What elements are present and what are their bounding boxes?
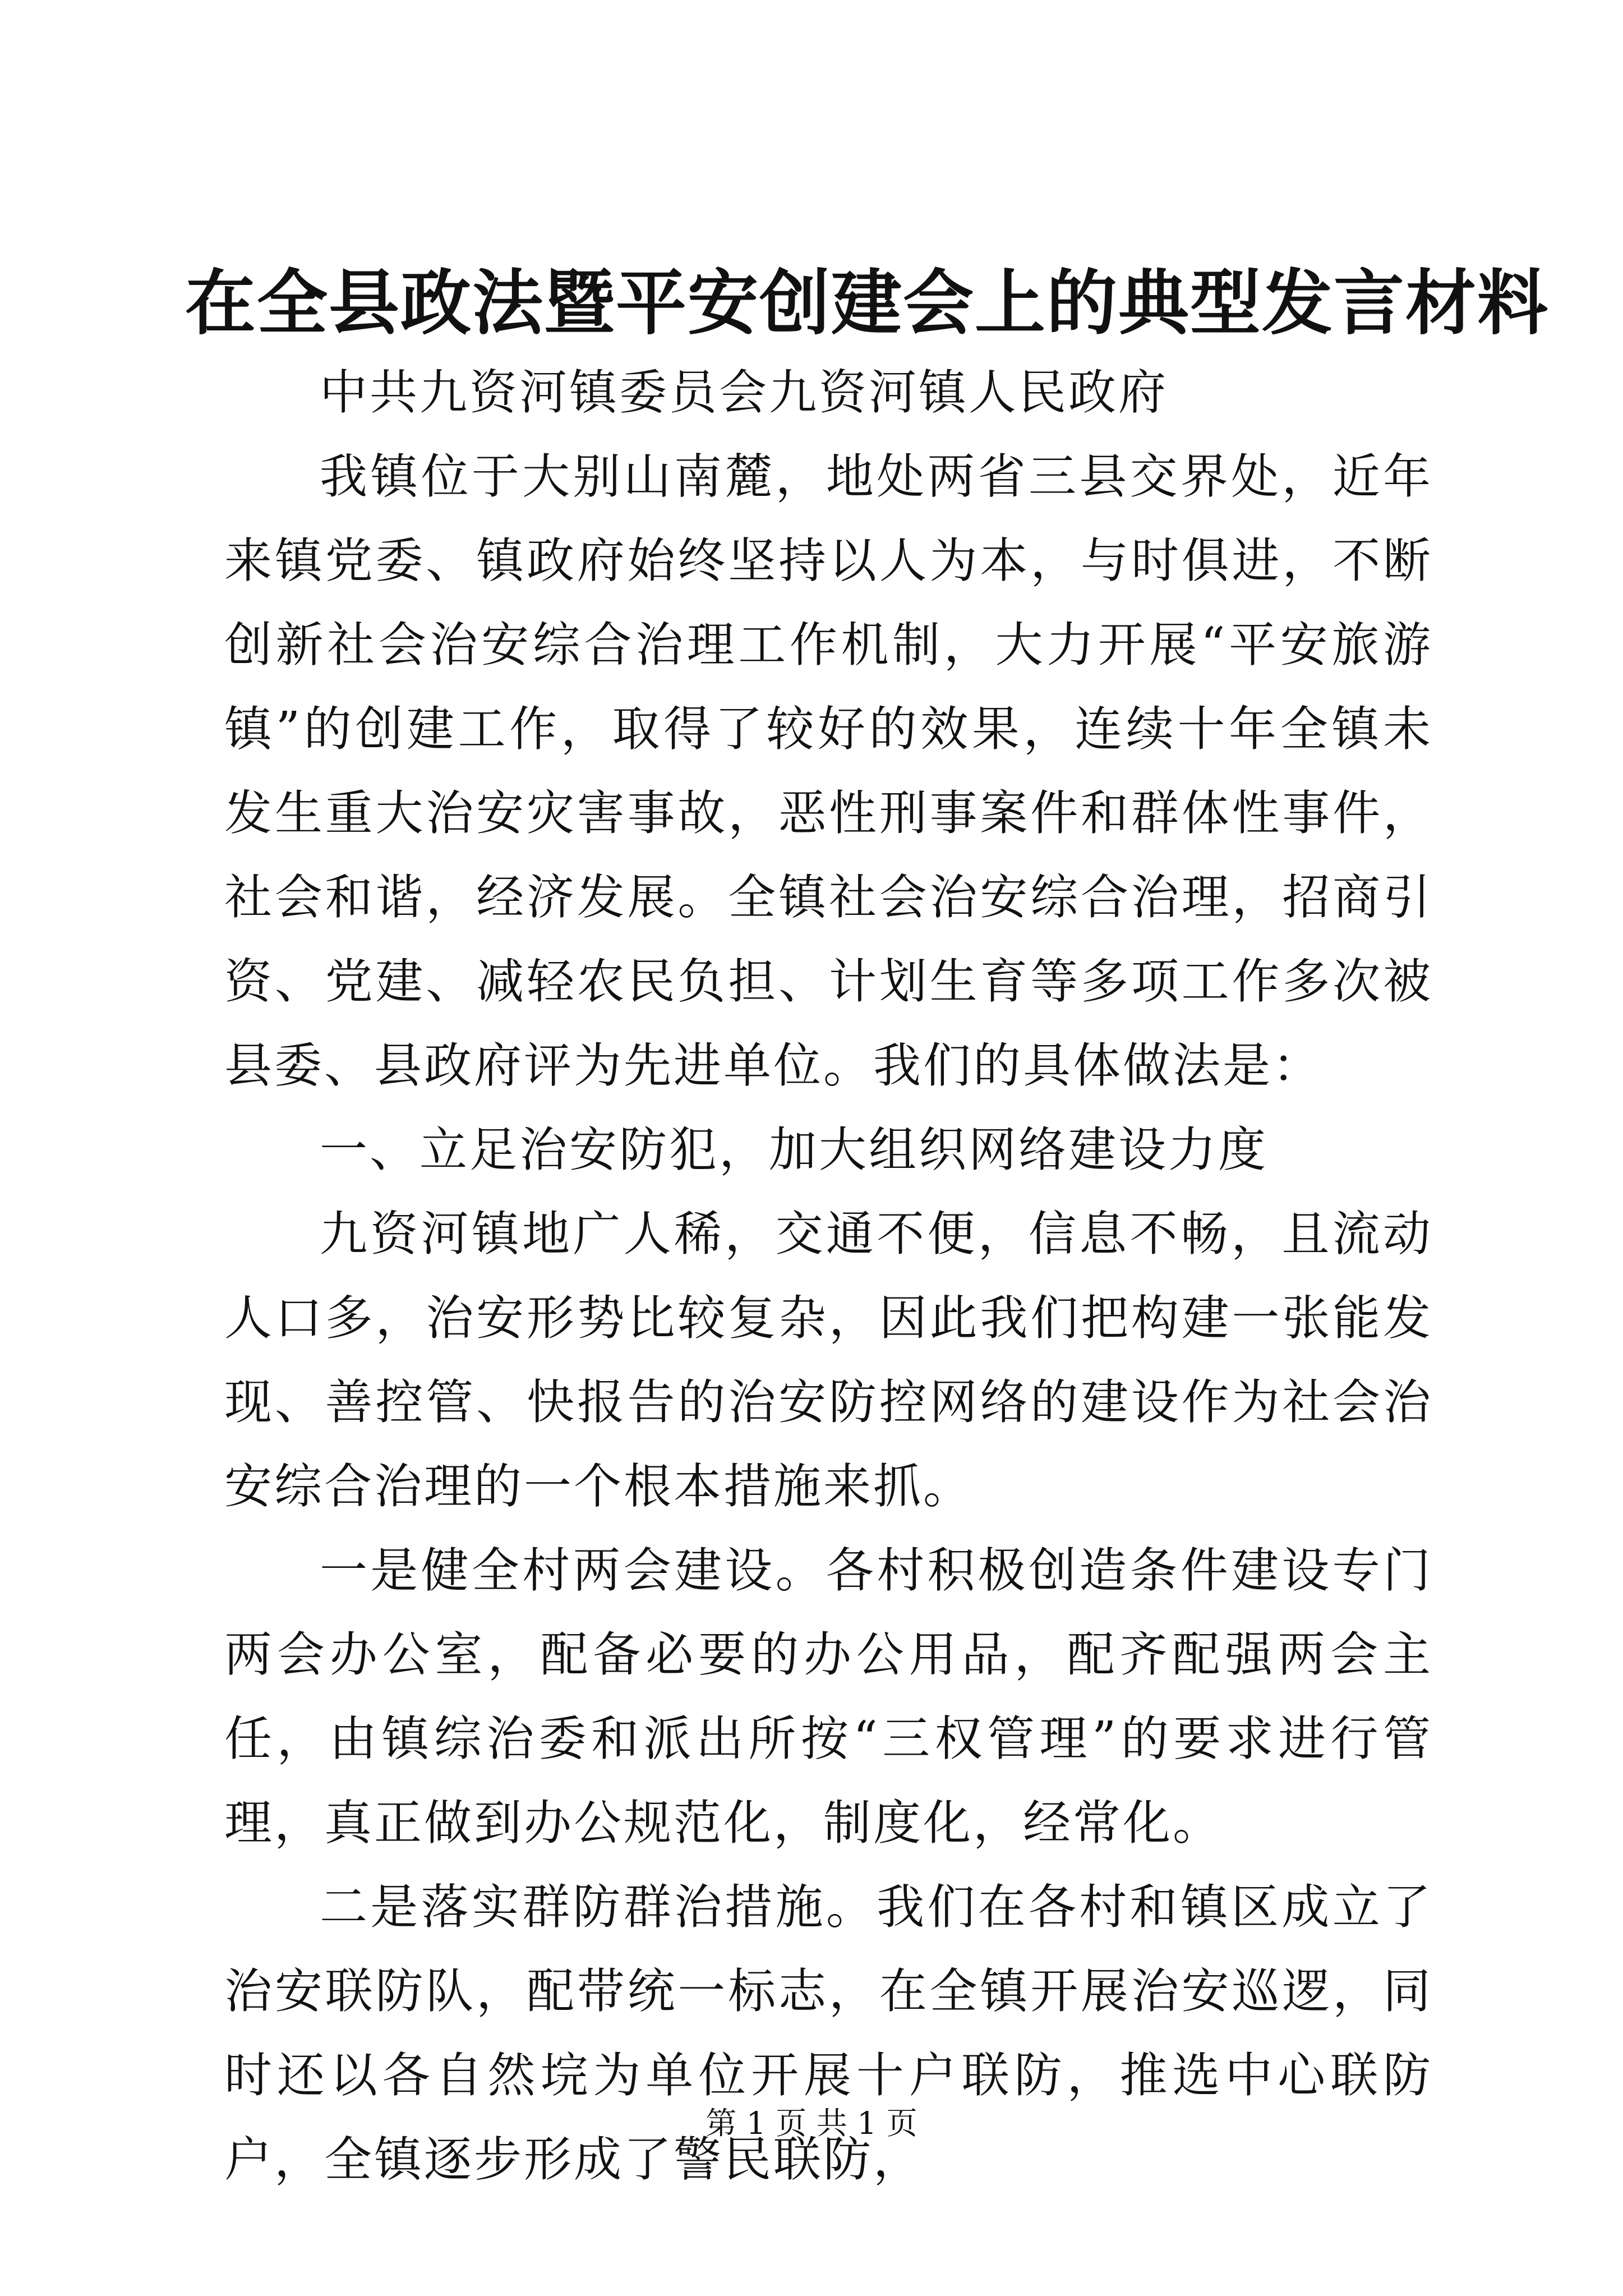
body-paragraph: 二是落实群防群治措施。我们在各村和镇区成立了治安联防队，配带统一标志，在全镇开展治安巡逻，同时还以各自然垸为单位开展十户联防，推选中心联防户，全镇逐步形成了警民联防， — [224, 1880, 1433, 2188]
document-title: 在全县政法暨平安创建会上的典型发言材料 — [185, 261, 1549, 344]
intro-paragraph: 我镇位于大别山南麓，地处两省三县交界处，近年来镇党委、镇政府始终坚持以人为本，与时俱进，不断创新社会治安综合治理工作机制，大力开展“平安旅游镇”的创建工作，取得了较好的效果，连续十年全镇未发生重大治安灾害事故，恶性刑事案件和群体性事件，社会和谐，经济发展。全镇社会治安综合治理，招商引资、党建、减轻农民负担、计划生育等多项工作多次被县委、县政府评为先进单位。我们的具体做法是： — [224, 449, 1433, 1094]
body-paragraph: 九资河镇地广人稀，交通不便，信息不畅，且流动人口多，治安形势比较复杂，因此我们把构建一张能发现、善控管、快报告的治安防控网络的建设作为社会治安综合治理的一个根本措施来抓。 — [224, 1207, 1433, 1515]
page-number-footer: 第 1 页 共 1 页 — [706, 2105, 917, 2141]
document-body — [224, 351, 1433, 2202]
body-paragraph: 一是健全村两会建设。各村积极创造条件建设专门两会办公室，配备必要的办公用品，配齐配强两会主任，由镇综治委和派出所按“三权管理”的要求进行管理，真正做到办公规范化，制度化，经常化。 — [224, 1543, 1433, 1851]
author-line: 中共九资河镇委员会九资河镇人民政府 — [320, 365, 1169, 421]
section-heading: 一、立足治安防犯，加大组织网络建设力度 — [320, 1122, 1269, 1178]
